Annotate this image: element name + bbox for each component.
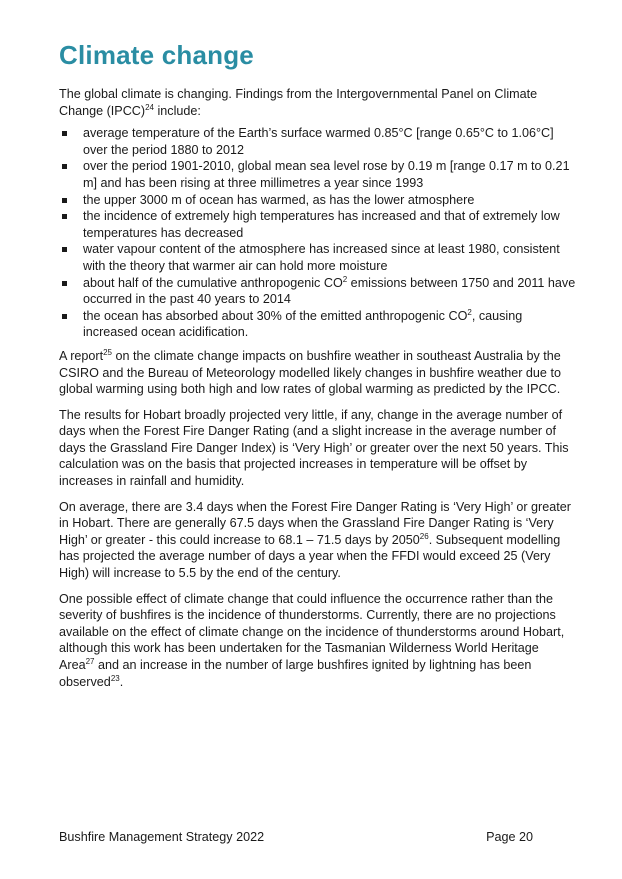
list-item bbox=[59, 125, 577, 158]
square-bullet-icon bbox=[62, 214, 67, 219]
paragraph-text: On average, there are 3.4 days when the Forest Fire Danger Rating is ‘Very High’ or greater in Hobart. There are generally 67.5 days when the Grassland Fire Danger Rating is ‘Very High’ or greater - this could increase to 68.1 – 71.5 days by 2050 bbox=[59, 499, 571, 547]
paragraph-text-after: . Subsequent modelling has projected the average number of days a year when the FFDI would exceed 25 (Very High) will increase to 5.5 by the end of the century. bbox=[59, 532, 561, 581]
findings-list bbox=[59, 125, 577, 341]
reference-superscript: 23 bbox=[110, 673, 120, 683]
square-bullet-icon bbox=[62, 164, 67, 169]
square-bullet-icon bbox=[62, 198, 67, 203]
subscript-2: 2 bbox=[342, 274, 348, 284]
reference-superscript: 27 bbox=[85, 656, 95, 666]
paragraph-text: A report bbox=[59, 348, 104, 363]
square-bullet-icon bbox=[62, 314, 67, 319]
list-item-text: about half of the cumulative anthropogenic CO bbox=[83, 275, 343, 290]
list-item bbox=[59, 275, 577, 308]
list-item-text: the upper 3000 m of ocean has warmed, as has the lower atmosphere bbox=[83, 192, 475, 207]
paragraph-text-middle: and an increase in the number of large bushfires ignited by lightning has been observed bbox=[59, 658, 532, 689]
reference-superscript: 24 bbox=[145, 102, 154, 112]
list-item bbox=[59, 192, 577, 209]
list-item-text: average temperature of the Earth’s surface warmed 0.85°C [range 0.65°C to 1.06°C] over the period 1880 to 2012 bbox=[83, 126, 554, 157]
thunderstorms-paragraph bbox=[59, 591, 577, 691]
footer-document-title: Bushfire Management Strategy 2022 bbox=[59, 830, 265, 844]
intro-text: The global climate is changing. Findings from the Intergovernmental Panel on Climate Change (IPCC) bbox=[59, 87, 538, 118]
reference-superscript: 26 bbox=[419, 531, 429, 541]
hobart-results-paragraph: The results for Hobart broadly projected very little, if any, change in the average number of days when the Forest Fire Danger Rating (and a slight increase in the average number of days the Grassland Fire Danger Index) is ‘Very High’ or greater over the next 50 years. This calculation was on the basis that projected increases in temperature will be offset by increases in rainfall and humidity. bbox=[59, 407, 569, 489]
reference-superscript: 25 bbox=[103, 347, 113, 357]
list-item-text: the incidence of extremely high temperatures has increased and that of extremely low temperatures has decreased bbox=[83, 209, 560, 240]
list-item bbox=[59, 158, 577, 191]
list-item-text: water vapour content of the atmosphere has increased since at least 1980, consistent with the theory that warmer air can hold more moisture bbox=[83, 242, 560, 273]
square-bullet-icon bbox=[62, 131, 67, 136]
page-number: Page 20 bbox=[486, 830, 533, 844]
list-item bbox=[59, 308, 577, 341]
body-content bbox=[59, 86, 577, 699]
subscript-2: 2 bbox=[467, 307, 472, 317]
list-item-text-after: , causing increased ocean acidification. bbox=[83, 308, 523, 340]
paragraph-text: One possible effect of climate change that could influence the occurrence rather than the severity of bushfires is the incidence of thunderstorms. Currently, there are no projections available on the effect of climate change on the incidence of thunderstorms around Hobart, although this work has been undertaken for the Tasmanian Wilderness World Heritage Area bbox=[59, 591, 565, 672]
report-paragraph bbox=[59, 348, 577, 398]
list-item bbox=[59, 241, 577, 274]
average-days-paragraph bbox=[59, 499, 577, 582]
paragraph-text-after: . bbox=[119, 674, 124, 689]
square-bullet-icon bbox=[62, 247, 67, 252]
list-item-text: the ocean has absorbed about 30% of the emitted anthropogenic CO bbox=[83, 308, 468, 323]
list-item-text-after: emissions between 1750 and 2011 have occurred in the past 40 years to 2014 bbox=[83, 275, 576, 307]
page-footer bbox=[59, 829, 533, 845]
square-bullet-icon bbox=[62, 281, 67, 286]
intro-paragraph bbox=[59, 86, 577, 119]
list-item bbox=[59, 208, 577, 241]
page-title: Climate change bbox=[59, 40, 254, 70]
intro-text-after: include: bbox=[154, 103, 201, 118]
paragraph-text-after: on the climate change impacts on bushfire weather in southeast Australia by the CSIRO and the Bureau of Meteorology modelled likely changes in bushfire weather due to global warming using both high and low rates of global warming as predicted by the IPCC. bbox=[59, 348, 561, 397]
list-item-text: over the period 1901-2010, global mean sea level rose by 0.19 m [range 0.17 m to 0.21 m] and has been rising at three millimetres a year since 1993 bbox=[83, 159, 570, 190]
